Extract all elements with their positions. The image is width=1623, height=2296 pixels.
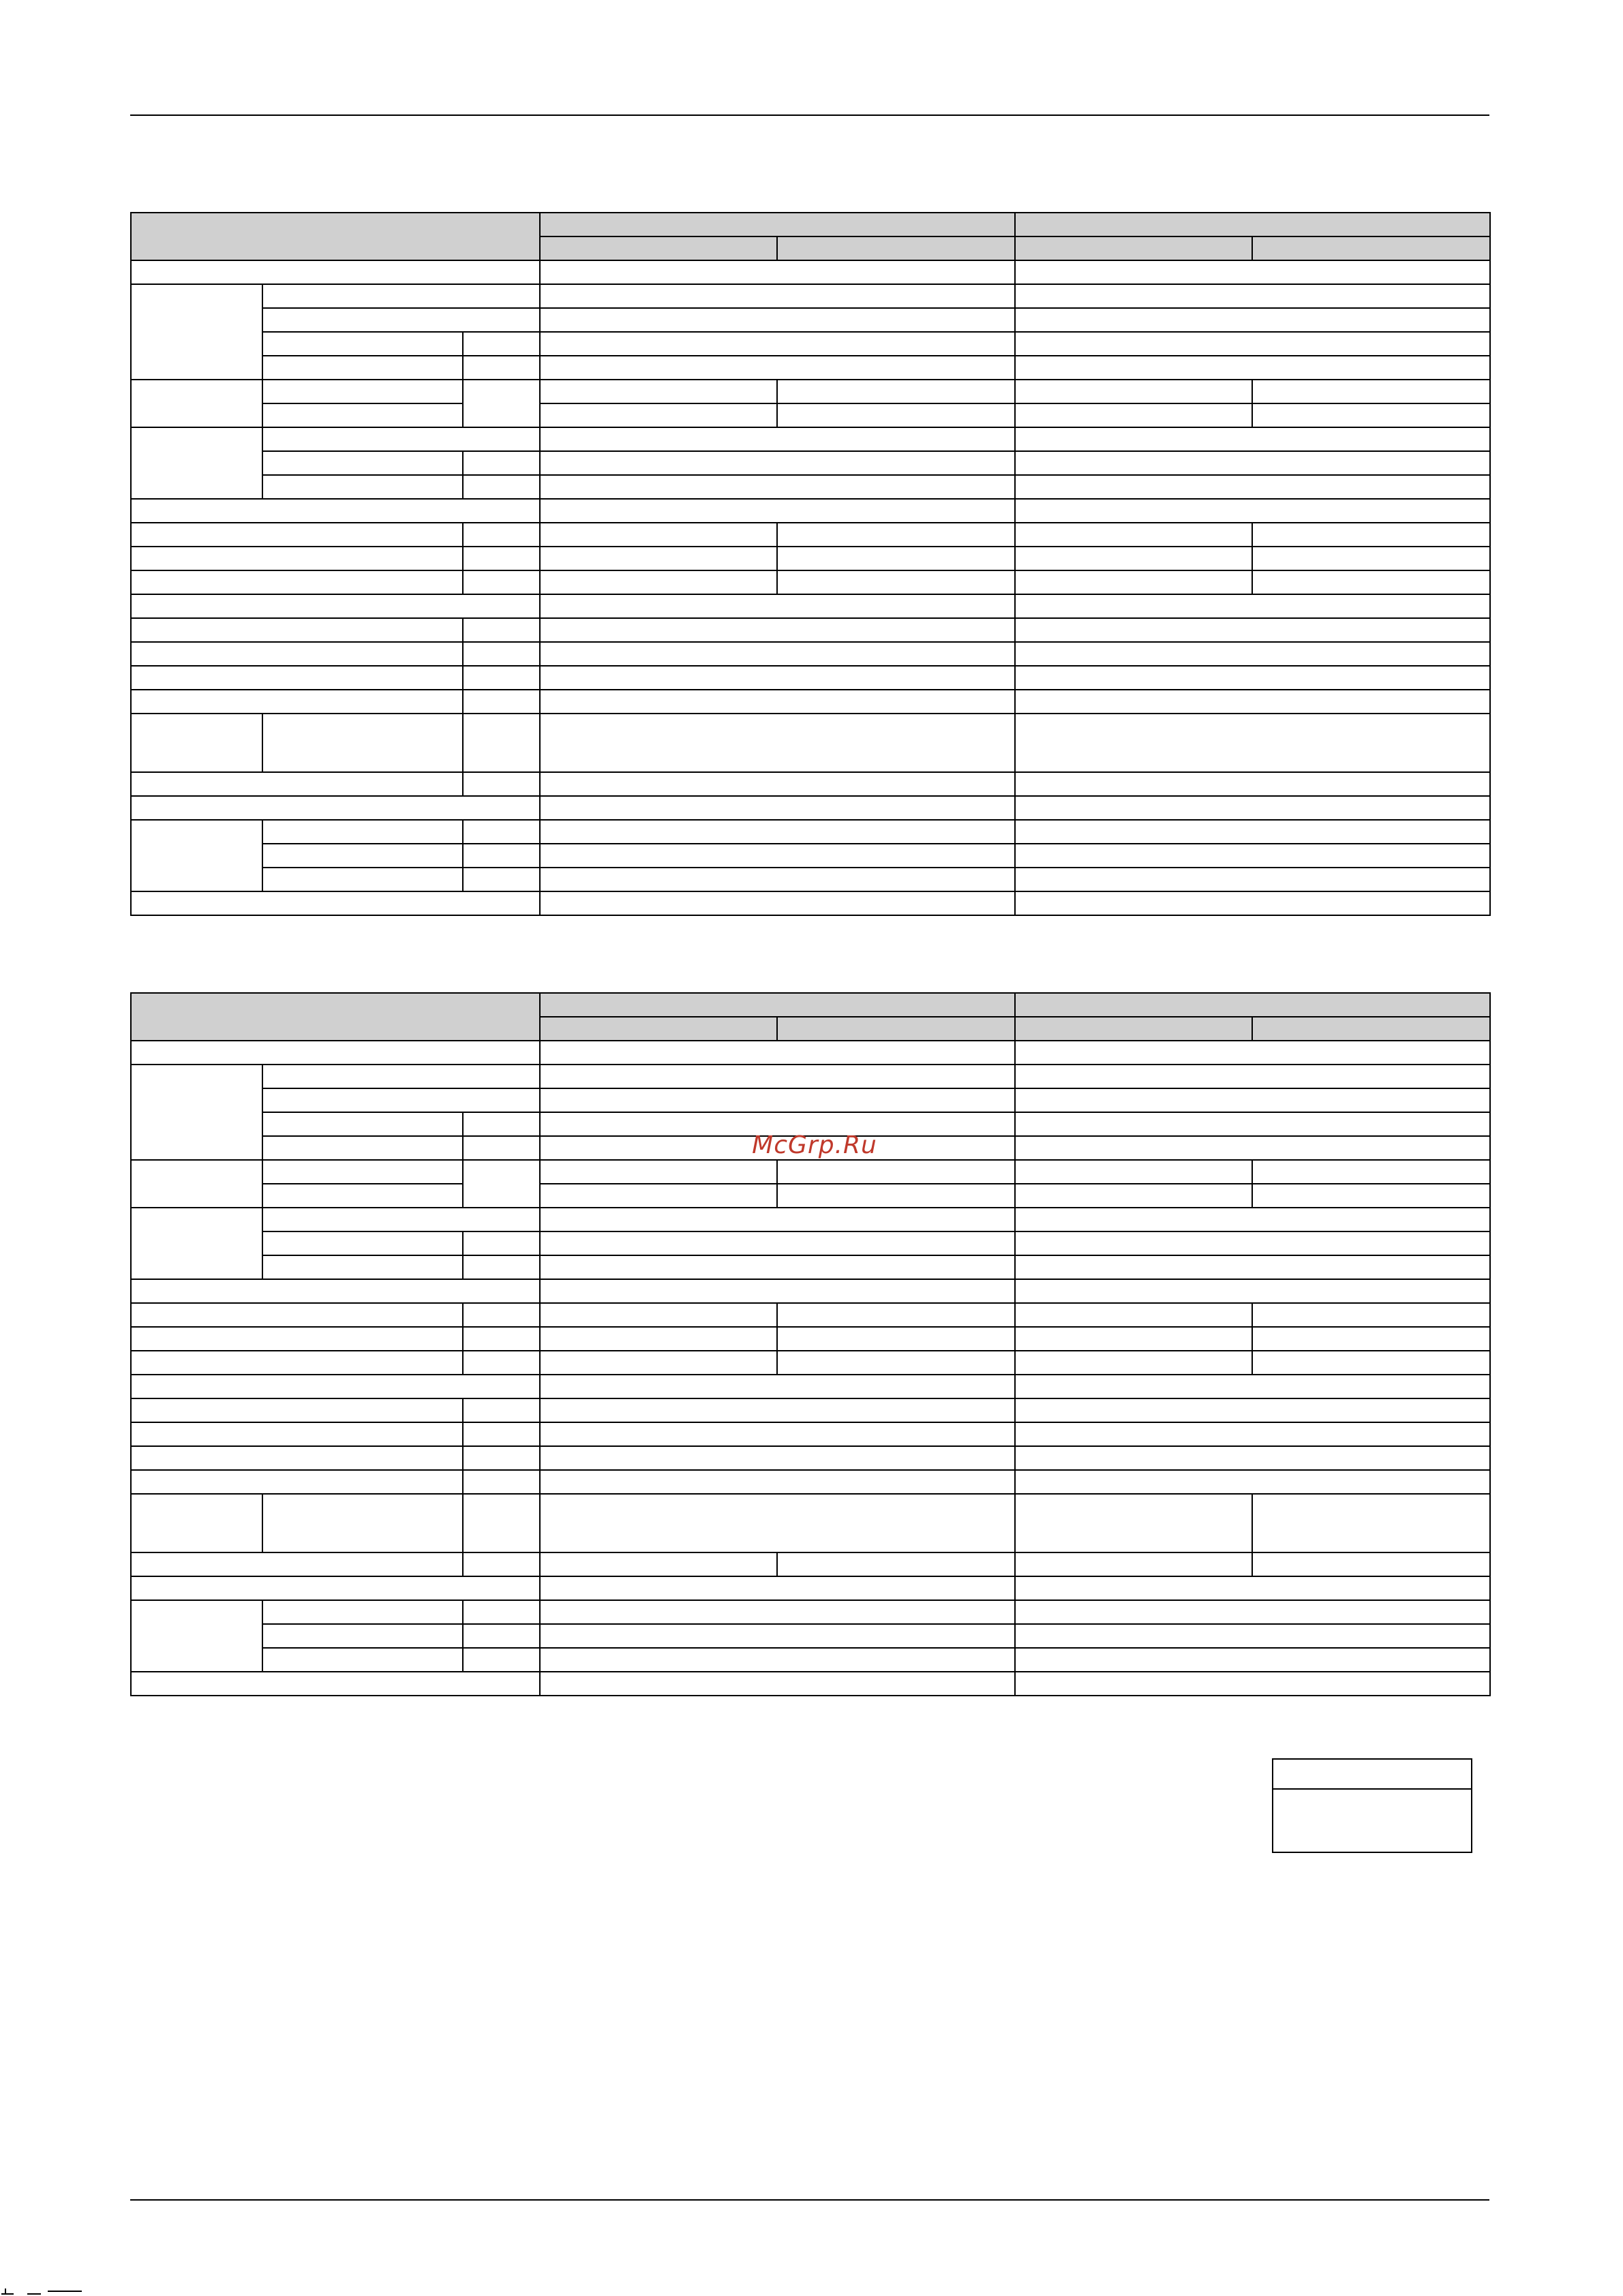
table-row [131, 308, 1490, 332]
table-row [131, 1422, 1490, 1446]
table-row [131, 1494, 1490, 1552]
table-row [131, 1672, 1490, 1696]
spec-table-1 [130, 212, 1491, 916]
table-row [131, 427, 1490, 451]
table-row [131, 1303, 1490, 1327]
header-cell [540, 993, 1015, 1017]
spec-table-2 [130, 992, 1491, 1696]
table-row [131, 523, 1490, 547]
header-cell [540, 236, 777, 260]
watermark: McGrp.Ru [752, 1131, 877, 1159]
table-row [131, 284, 1490, 308]
table-row [131, 868, 1490, 891]
note-box-label [1273, 1760, 1471, 1790]
table-row [131, 820, 1490, 844]
table-row [131, 451, 1490, 475]
header-cell [1015, 993, 1490, 1017]
table-row [131, 844, 1490, 868]
table-row [131, 1279, 1490, 1303]
header-cell [1015, 1017, 1252, 1041]
table-header-row [131, 213, 1490, 236]
table-row [131, 570, 1490, 594]
header-cell [1252, 236, 1490, 260]
table-row [131, 1255, 1490, 1279]
table-row [131, 1231, 1490, 1255]
note-box [1272, 1758, 1472, 1853]
table-row [131, 1552, 1490, 1576]
table-row [131, 547, 1490, 570]
table-row [131, 1160, 1490, 1184]
table-row [131, 618, 1490, 642]
table-row [131, 1576, 1490, 1600]
table-row [131, 1065, 1490, 1088]
table-row [131, 1375, 1490, 1398]
header-cell [1015, 236, 1252, 260]
table-row [131, 1624, 1490, 1648]
table-row [131, 1600, 1490, 1624]
table-row [131, 666, 1490, 690]
table-row [131, 1184, 1490, 1208]
table-row [131, 772, 1490, 796]
footer-rule [130, 2199, 1489, 2201]
table-row [131, 690, 1490, 714]
table-row [131, 594, 1490, 618]
table-header-row [131, 993, 1490, 1017]
table-row [131, 714, 1490, 772]
table-row [131, 1446, 1490, 1470]
header-cell [540, 1017, 777, 1041]
table-row [131, 1327, 1490, 1351]
table-row [131, 260, 1490, 284]
header-cell [540, 213, 1015, 236]
table-row [131, 403, 1490, 427]
table-row [131, 1470, 1490, 1494]
table-row [131, 891, 1490, 915]
table-row [131, 642, 1490, 666]
table-row [131, 1088, 1490, 1112]
table-row [131, 1648, 1490, 1672]
header-cell [131, 993, 540, 1041]
table-row [131, 356, 1490, 380]
header-cell [777, 1017, 1015, 1041]
table-row [131, 796, 1490, 820]
table-row [131, 1208, 1490, 1231]
table-row [131, 380, 1490, 403]
corner-mark [0, 2284, 102, 2296]
table-row [131, 475, 1490, 499]
header-rule [130, 114, 1489, 116]
header-cell [131, 213, 540, 260]
table-row [131, 1351, 1490, 1375]
header-cell [1252, 1017, 1490, 1041]
table-row [131, 332, 1490, 356]
header-cell [777, 236, 1015, 260]
table-row [131, 1041, 1490, 1065]
table-row [131, 1398, 1490, 1422]
table-row [131, 499, 1490, 523]
header-cell [1015, 213, 1490, 236]
